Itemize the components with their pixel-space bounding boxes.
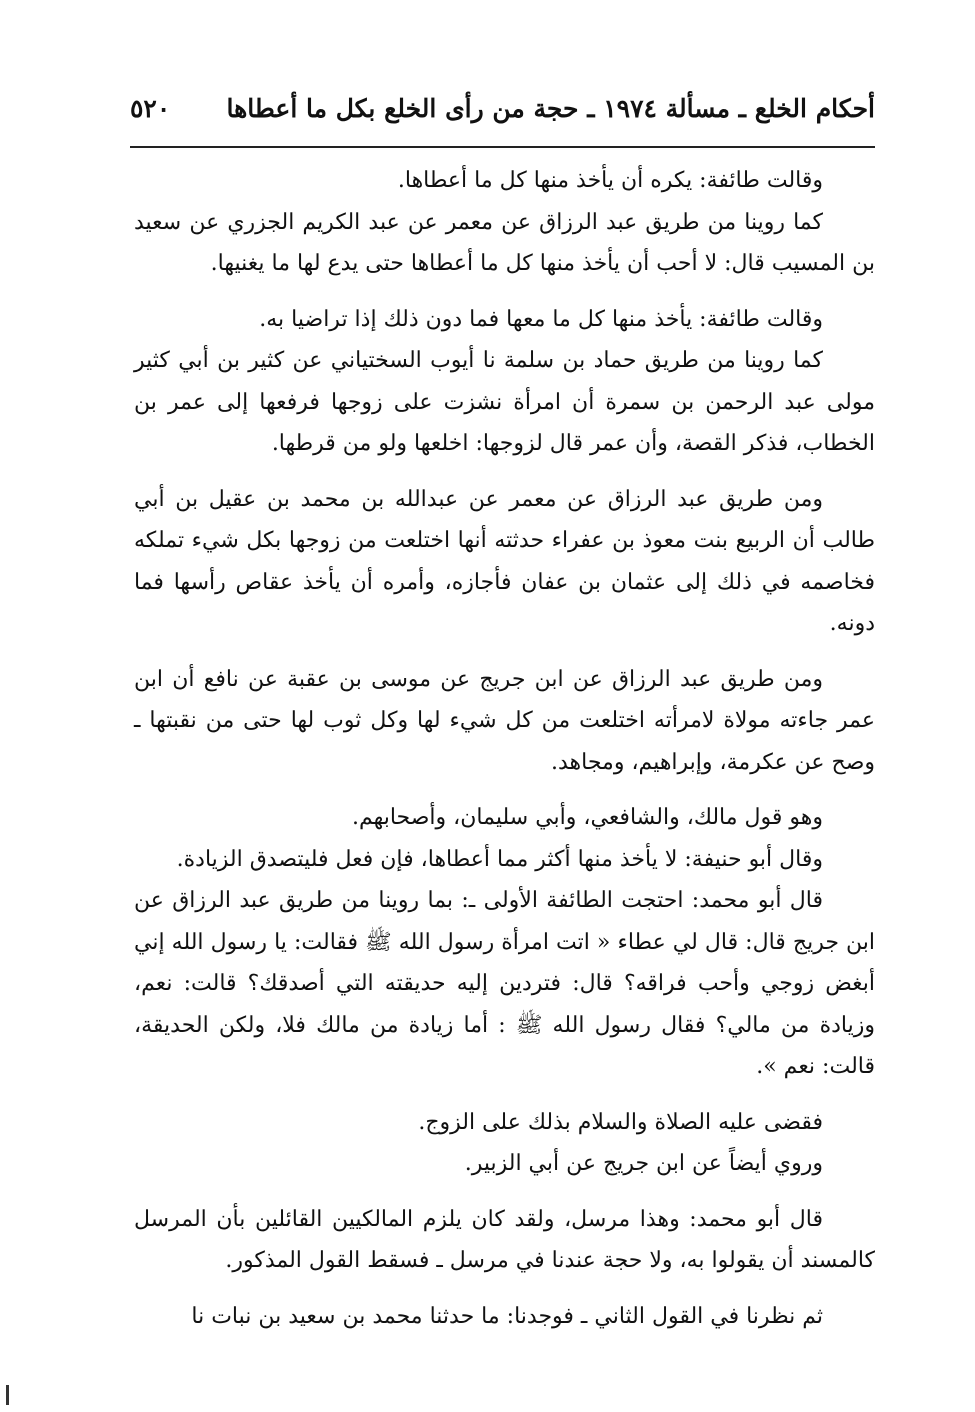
page-body [134,160,875,1337]
header-title: أحكام الخلع ـ مسألة ١٩٧٤ ـ حجة من رأى الخلع بكل ما أعطاها [226,93,875,123]
paragraph: وقالت طائفة: يكره أن يأخذ منها كل ما أعطاها. [397,168,823,193]
margin-mark [6,1385,9,1405]
paragraph: وهو قول مالك، والشافعي، وأبي سليمان، وأصحابهم. [351,805,823,830]
header-divider [130,146,875,148]
paragraph: وروي أيضاً عن ابن جريج عن أبي الزبير. [464,1151,823,1176]
paragraph: كما روينا من طريق عبد الرزاق عن معمر عن عبد الكريم الجزري عن سعيد بن المسيب قال: لا أحب أن يأخذ منها كل ما أعطاها حتى يدع لها ما يغنيها. [134,209,875,276]
paragraph: قال أبو محمد: وهذا مرسل، ولقد كان يلزم المالكيين القائلين بأن المرسل كالمسند أن يقولوا به، ولا حجة عندنا في مرسل ـ فسقط القول المذكور. [134,1206,875,1273]
page-number: ٥٢٠ [130,93,171,123]
paragraph: ومن طريق عبد الرزاق عن ابن جريج عن موسى بن عقبة عن نافع أن ابن عمر جاءته مولاة لامرأته اختلعت من كل شيء لها وكل ثوب لها حتى من نقبتها ـ وصح عن عكرمة، وإبراهيم، ومجاهد. [134,666,875,775]
paragraph: وقالت طائفة: يأخذ منها كل ما معها فما دون ذلك إذا تراضيا به. [259,306,823,332]
paragraph: ومن طريق عبد الرزاق عن معمر عن عبدالله بن محمد بن عقيل بن أبي طالب أن الربيع بنت معوذ بن عفراء حدثته أنها اختلعت من زوجها بكل شيء تملكه فخاصمه في ذلك إلى عثمان بن عفان فأجازه، وأمره أن يأخذ عقاص رأسها فما دونه. [134,486,875,636]
paragraph: وقال أبو حنيفة: لا يأخذ منها أكثر مما أعطاها، فإن فعل فليتصدق الزيادة. [176,846,823,872]
paragraph: فقضى عليه الصلاة والسلام بذلك على الزوج. [418,1109,823,1135]
running-header [130,88,875,128]
paragraph: ثم نظرنا في القول الثاني ـ فوجدنا: ما حدثنا محمد بن سعيد بن نبات نا [191,1303,823,1329]
paragraph: قال أبو محمد: احتجت الطائفة الأولى ـ: بما روينا من طريق عبد الرزاق عن ابن جريج قال: قال لي عطاء « اتت امرأة رسول الله ﷺ فقالت: يا رسول الله إني أبغض زوجي وأحب فراقه؟ قال: فتردين إليه حديقته التي أصدقك؟ قالت: نعم، وزيادة من مالي؟ فقال رسول الله ﷺ : أما زيادة من مالك فلا، ولكن الحديقة، قالت: نعم ». [134,888,875,1079]
paragraph: كما روينا من طريق حماد بن سلمة نا أيوب السختياني عن كثير بن أبي كثير مولى عبد الرحمن بن سمرة أن امرأة نشزت على زوجها فرفعها إلى عمر بن الخطاب، فذكر القصة، وأن عمر قال لزوجها: اخلعها ولو من قرطها. [134,348,875,456]
